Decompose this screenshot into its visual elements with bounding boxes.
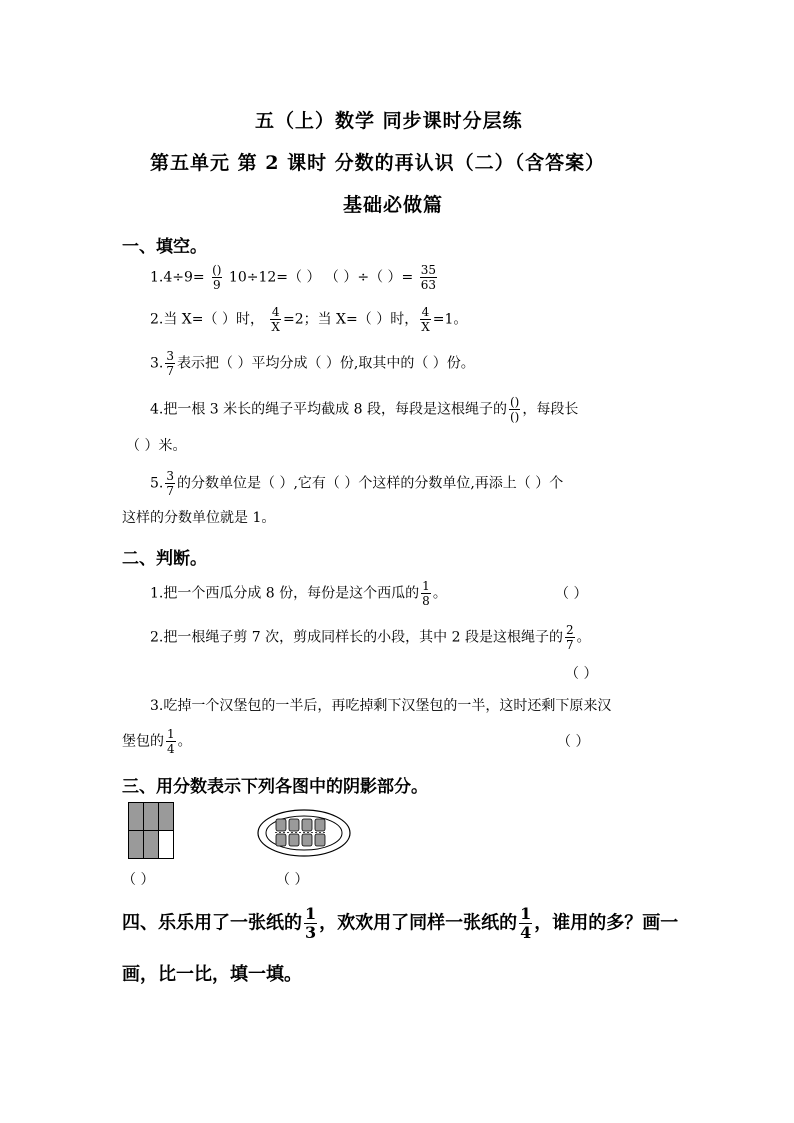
- shaded-grid-figure: [128, 802, 176, 860]
- judge-question-3: 3.吃掉一个汉堡包的一半后，再吃掉剩下汉堡包的一半，这时还剩下原来汉: [150, 698, 612, 714]
- fraction: $\frac{1}{8}$: [422, 579, 430, 608]
- level-title: 基础必做篇: [343, 194, 444, 216]
- fill-question-2: 2.当 X=（ ）时， $\frac{4}{X}$ =2；当 X=（ ）时， $\frac{4}{X}$ =1。: [150, 305, 468, 334]
- answer-paren[interactable]: （ ）: [122, 872, 155, 888]
- fill-question-1: 1.4÷9= $\frac{()}{9}$ 10÷12=（ ） （ ）÷（ ）= $\frac{35}{63}$: [150, 263, 437, 292]
- judge-question-2: 2.把一根绳子剪 7 次，剪成同样长的小段，其中 2 段是这根绳子的 $\frac{2}{7}$ 。: [150, 623, 591, 652]
- answer-paren[interactable]: （ ）: [555, 586, 588, 602]
- fraction: $\frac{4}{X}$: [421, 305, 430, 334]
- section-heading-judge: 二、判断。: [122, 549, 207, 569]
- fraction: $\frac{()}{()}$: [509, 395, 520, 424]
- question-4-line2: 画，比一比，填一填。: [122, 964, 302, 985]
- fraction: $\frac{3}{7}$: [166, 349, 174, 378]
- judge-question-3-line2: 堡包的 $\frac{1}{4}$ 。: [122, 727, 192, 756]
- fill-question-5: 5. $\frac{3}{7}$ 的分数单位是（ ）,它有（ ）个这样的分数单位,再添上（ ）个: [150, 469, 564, 498]
- worksheet-title: 五（上）数学 同步课时分层练: [255, 110, 523, 132]
- question-4: 四、乐乐用了一张纸的 $\frac{1}{3}$ ，欢欢用了同样一张纸的 $\frac{1}{4}$ ，谁用的多？画一: [122, 904, 679, 942]
- fraction: $\frac{1}{4}$: [167, 727, 175, 756]
- section-heading-fill-blank: 一、填空。: [122, 237, 207, 257]
- fraction: $\frac{4}{X}$: [271, 305, 280, 334]
- fill-question-4: 4.把一根 3 米长的绳子平均截成 8 段，每段是这根绳子的 $\frac{()}{()}$ ，每段长: [150, 395, 579, 424]
- fraction: $\frac{35}{63}$: [420, 263, 437, 292]
- fill-question-5-line2: 这样的分数单位就是 1。: [122, 510, 276, 526]
- unit-lesson-title: 第五单元 第 2 课时 分数的再认识（二）（含答案）: [150, 152, 606, 174]
- fraction: $\frac{2}{7}$: [565, 623, 574, 652]
- jars-ellipse-figure: [256, 808, 352, 858]
- judge-question-1: 1.把一个西瓜分成 8 份，每份是这个西瓜的 $\frac{1}{8}$ 。: [150, 579, 447, 608]
- fill-question-4-line2: （ ）米。: [126, 438, 187, 454]
- fraction: $\frac{()}{9}$: [212, 263, 222, 292]
- fraction: $\frac{1}{4}$: [520, 904, 532, 942]
- fraction: $\frac{1}{3}$: [305, 904, 317, 942]
- answer-paren[interactable]: （ ）: [276, 872, 309, 888]
- section-heading-shaded: 三、用分数表示下列各图中的阴影部分。: [122, 777, 428, 797]
- answer-paren[interactable]: （ ）: [565, 666, 598, 682]
- fraction: $\frac{3}{7}$: [166, 469, 174, 498]
- fill-question-3: 3. $\frac{3}{7}$ 表示把（ ）平均分成（ ）份,取其中的（ ）份。: [150, 349, 475, 378]
- answer-paren[interactable]: （ ）: [557, 734, 590, 750]
